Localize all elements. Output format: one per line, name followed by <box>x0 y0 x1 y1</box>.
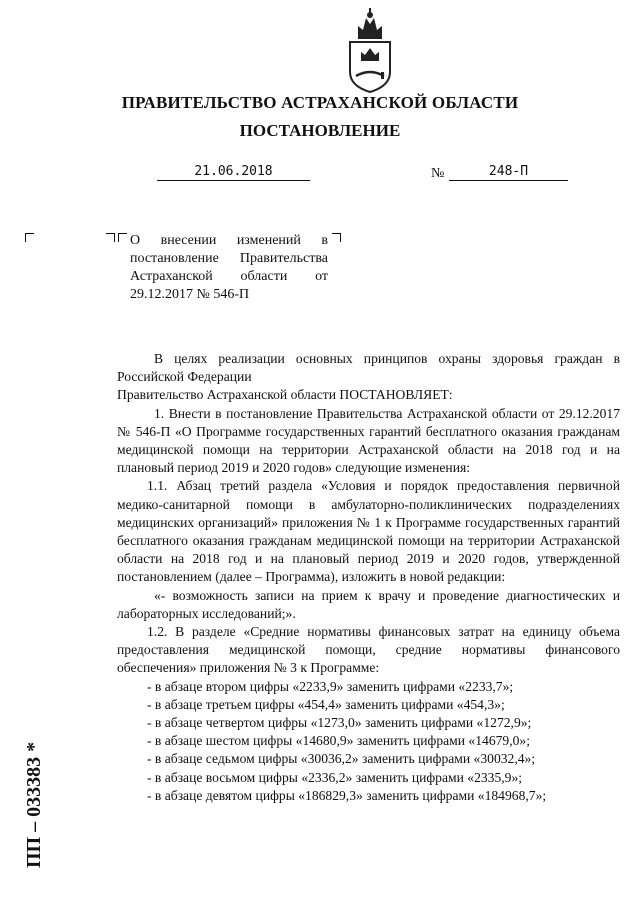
new-wording-quote: «- возможность записи на прием к врачу и проведение диагностических и лабораторных исследований;». <box>117 587 620 621</box>
corner-mark-subject-left <box>106 233 115 242</box>
corner-mark-right <box>332 233 341 242</box>
preamble-line: В целях реализации основных принципов охраны здоровья граждан в Российской Федерации <box>117 351 620 385</box>
paragraph-1-2: 1.2. В разделе «Средние нормативы финансовых затрат на единицу объема предоставления медицинской помощи, средние нормативы финансового обеспечения» приложения № 3 к Программе: <box>117 624 620 676</box>
list-item: - в абзаце втором цифры «2233,9» заменить цифрами «2233,7»; <box>147 678 514 694</box>
list-item: - в абзаце четвертом цифры «1273,0» заменить цифрами «1272,9»; <box>147 715 532 731</box>
coat-of-arms-icon <box>344 6 396 94</box>
document-number: 248-П <box>449 164 568 181</box>
list-item: - в абзаце шестом цифры «14680,9» заменить цифрами «14679,0»; <box>147 733 530 749</box>
document-date: 21.06.2018 <box>157 164 310 181</box>
list-item: - в абзаце восьмом цифры «2336,2» заменить цифрами «2335,9»; <box>147 769 523 785</box>
document-subject: О внесении изменений в постановление Правительства Астраханской области от 29.12.2017 № 546-П <box>130 233 328 302</box>
number-label: № <box>431 166 445 181</box>
document-type: ПОСТАНОВЛЕНИЕ <box>239 121 401 140</box>
list-item: - в абзаце седьмом цифры «30036,2» заменить цифрами «30032,4»; <box>147 751 536 767</box>
preamble-decree: Правительство Астраханской области ПОСТАНОВЛЯЕТ: <box>117 387 453 403</box>
paragraph-1: 1. Внести в постановление Правительства Астраханской области от 29.12.2017 № 546-П «О Программе государственных гарантий бесплатного оказания гражданам медицинской помощи на территории Астраханской области на 2018 год и на плановый период 2019 и 2020 годов» следующие изменения: <box>117 405 620 476</box>
list-item: - в абзаце девятом цифры «186829,3» заменить цифрами «184968,7»; <box>147 787 547 803</box>
serial-number-text: ПП – 033383 * <box>23 741 45 868</box>
corner-mark-subject-left-2 <box>118 233 127 242</box>
government-title: ПРАВИТЕЛЬСТВО АСТРАХАНСКОЙ ОБЛАСТИ <box>121 93 519 112</box>
corner-mark-left <box>25 233 34 242</box>
list-item: - в абзаце третьем цифры «454,4» заменить цифрами «454,3»; <box>147 696 505 712</box>
serial-number-stamp <box>10 690 56 870</box>
paragraph-1-1: 1.1. Абзац третий раздела «Условия и порядок предоставления первичной медико-санитарной помощи в амбулаторно-поликлинических подразделениях медицинских организаций» приложения № 1 к Программе государственных гарантий бесплатного оказания гражданам медицинской помощи на территории Астраханской области на 2018 год и на плановый период 2019 и 2020 годов, утвержденной постановлением (далее – Программа), изложить в новой редакции: <box>117 478 620 585</box>
document-body <box>117 350 620 805</box>
